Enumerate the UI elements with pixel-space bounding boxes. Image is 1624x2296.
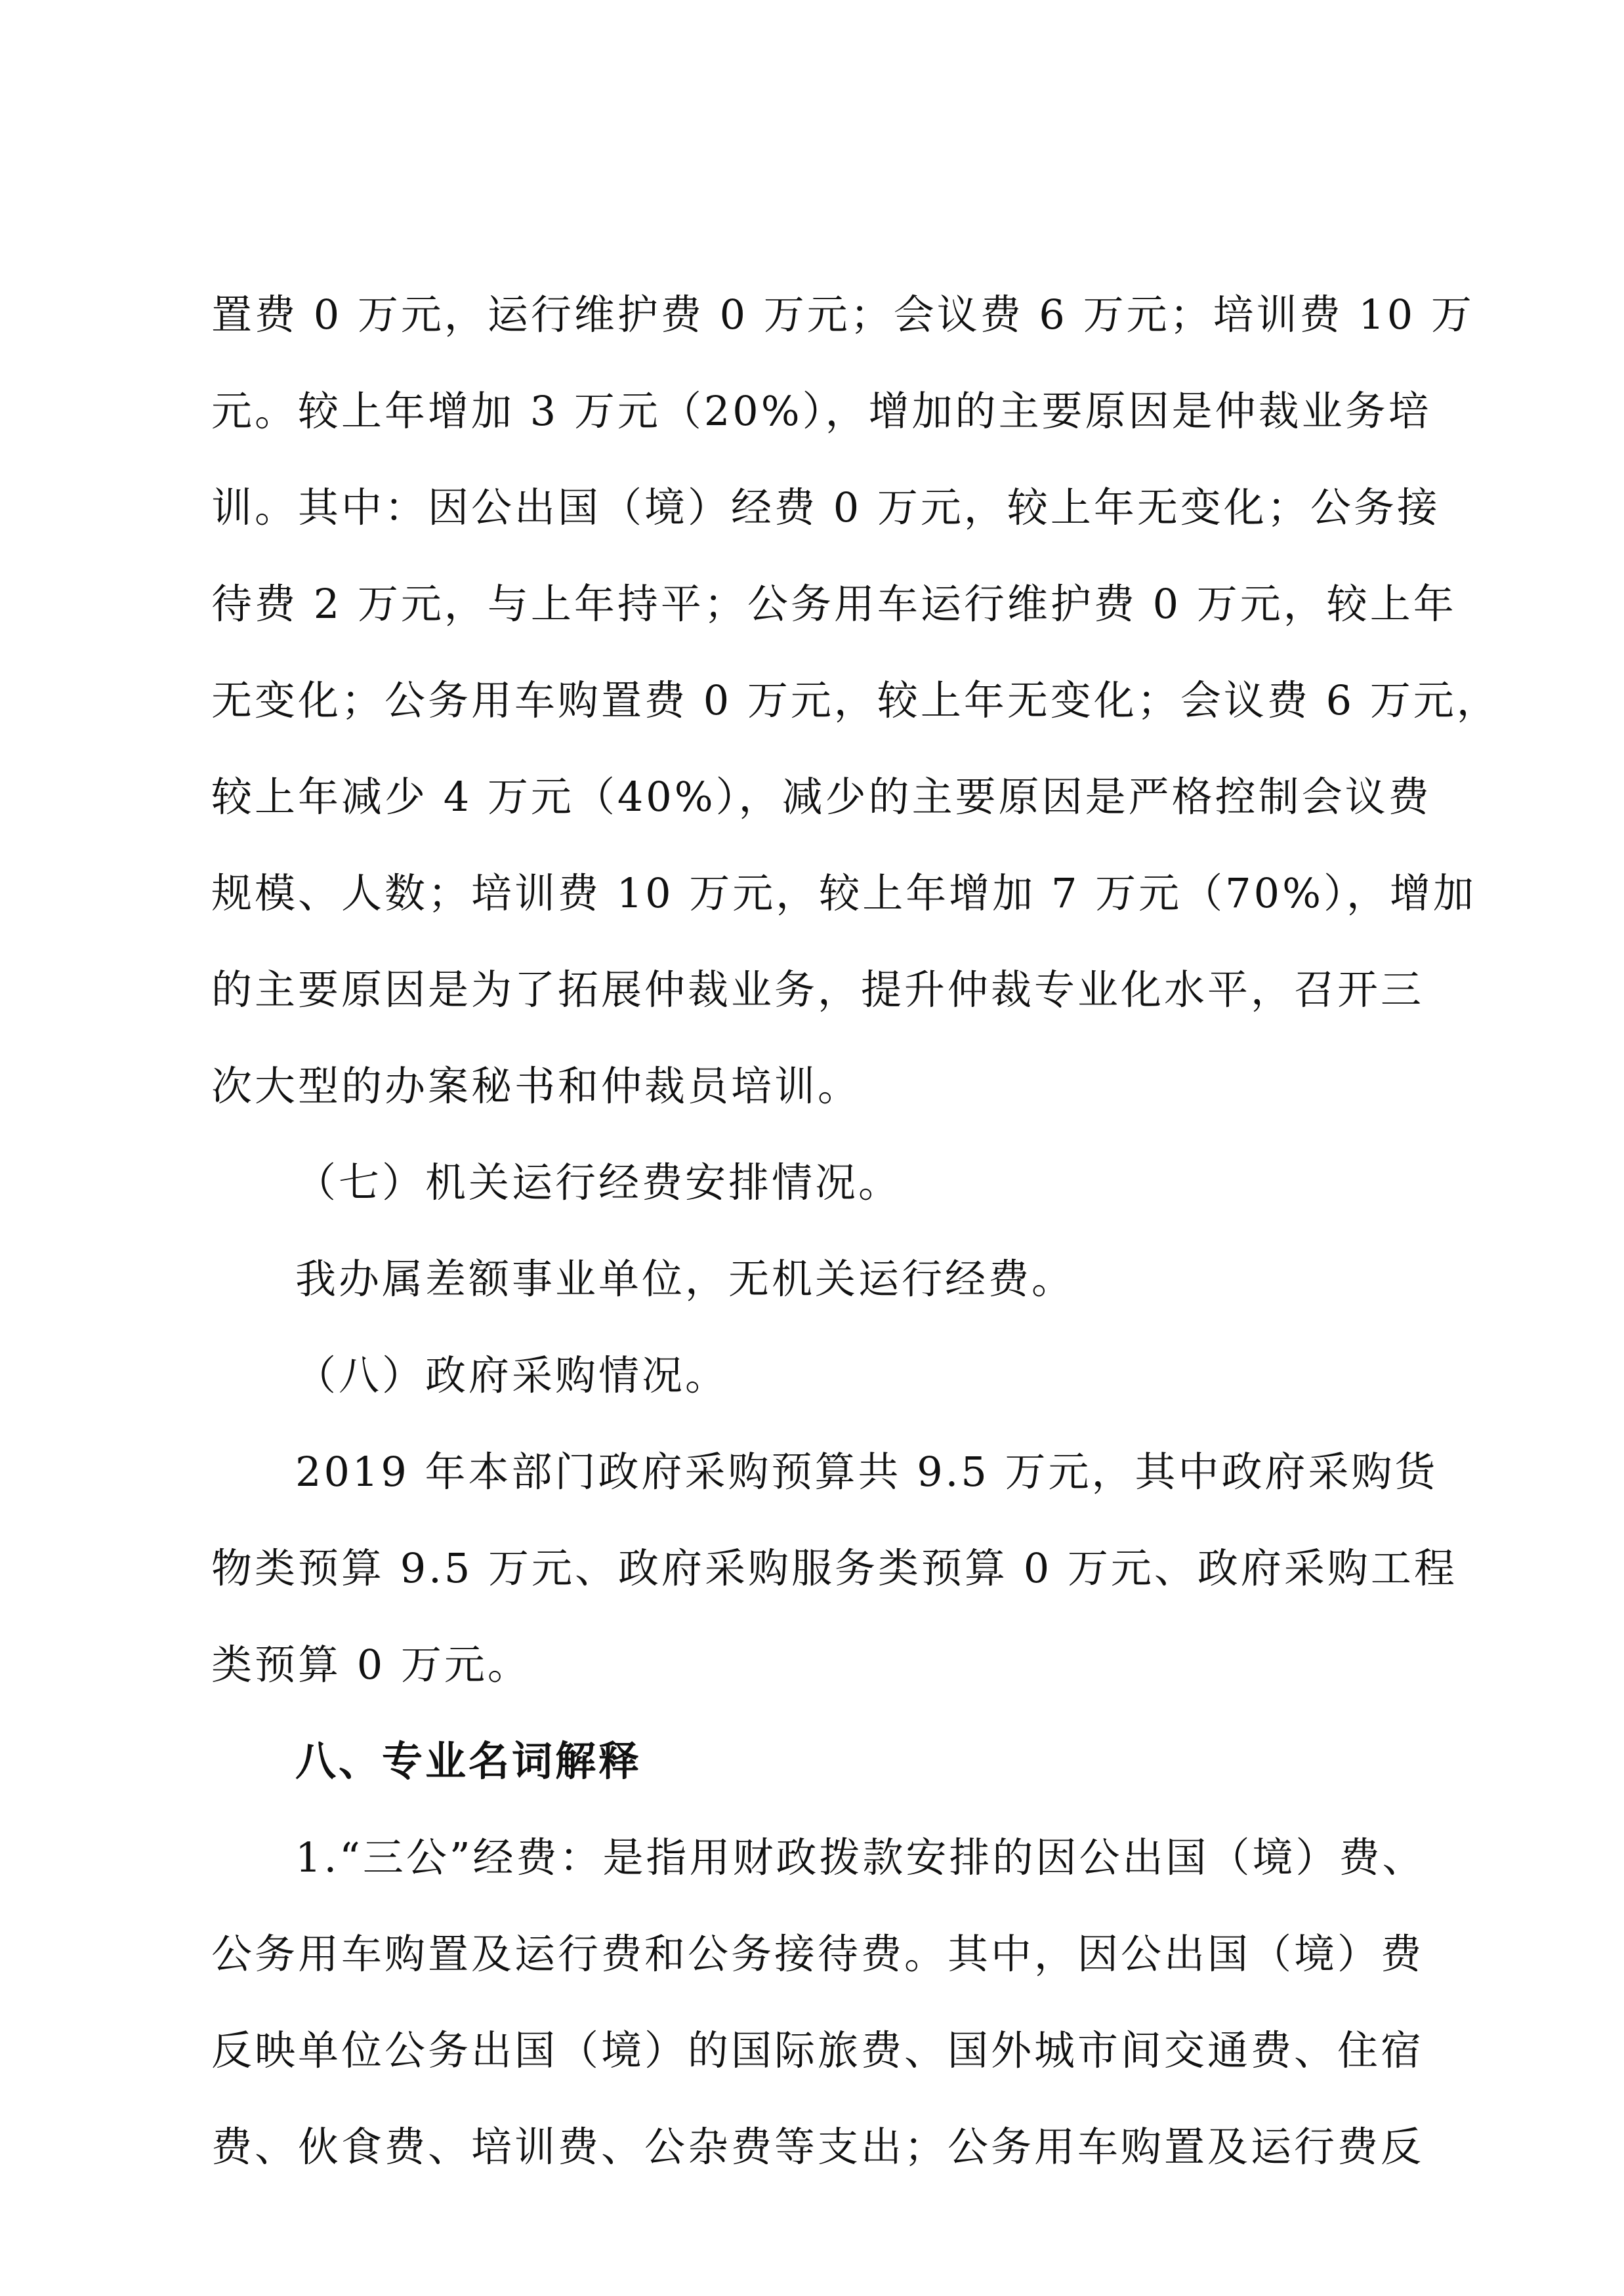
paragraph-line: 2019 年本部门政府采购预算共 9.5 万元，其中政府采购货	[295, 1448, 1438, 1496]
paragraph-line: 置费 0 万元，运行维护费 0 万元；会议费 6 万元；培训费 10 万	[211, 291, 1474, 338]
paragraph-line: 较上年减少 4 万元（40%），减少的主要原因是严格控制会议费	[211, 773, 1432, 821]
document-body	[211, 266, 1500, 2195]
paragraph-line: 我办属差额事业单位，无机关运行经费。	[295, 1255, 1075, 1303]
paragraph-line: 1.“三公”经费：是指用财政拨款安排的因公出国（境）费、	[295, 1834, 1426, 1881]
paragraph-line: 费、伙食费、培训费、公杂费等支出；公务用车购置及运行费反	[211, 2123, 1425, 2171]
paragraph-line: 待费 2 万元，与上年持平；公务用车运行维护费 0 万元，较上年	[211, 580, 1457, 628]
paragraph-line: 公务用车购置及运行费和公务接待费。其中，因公出国（境）费	[211, 1930, 1425, 1978]
paragraph-line: 反映单位公务出国（境）的国际旅费、国外城市间交通费、住宿	[211, 2026, 1425, 2074]
paragraph-line: 的主要原因是为了拓展仲裁业务，提升仲裁专业化水平，召开三	[211, 966, 1425, 1014]
paragraph-line: 无变化；公务用车购置费 0 万元，较上年无变化；会议费 6 万元，	[211, 676, 1500, 724]
section-subheading: （八）政府采购情况。	[295, 1351, 729, 1399]
paragraph-line: 次大型的办案秘书和仲裁员培训。	[211, 1062, 862, 1110]
paragraph-line: 训。其中：因公出国（境）经费 0 万元，较上年无变化；公务接	[211, 483, 1440, 531]
paragraph-line: 类预算 0 万元。	[211, 1641, 531, 1689]
paragraph-line: 物类预算 9.5 万元、政府采购服务类预算 0 万元、政府采购工程	[211, 1544, 1457, 1592]
paragraph-line: 规模、人数；培训费 10 万元，较上年增加 7 万元（70%），增加	[211, 869, 1476, 917]
section-heading: 八、专业名词解释	[295, 1737, 642, 1785]
section-subheading: （七）机关运行经费安排情况。	[295, 1158, 902, 1206]
paragraph-line: 元。较上年增加 3 万元（20%），增加的主要原因是仲裁业务培	[211, 387, 1432, 435]
